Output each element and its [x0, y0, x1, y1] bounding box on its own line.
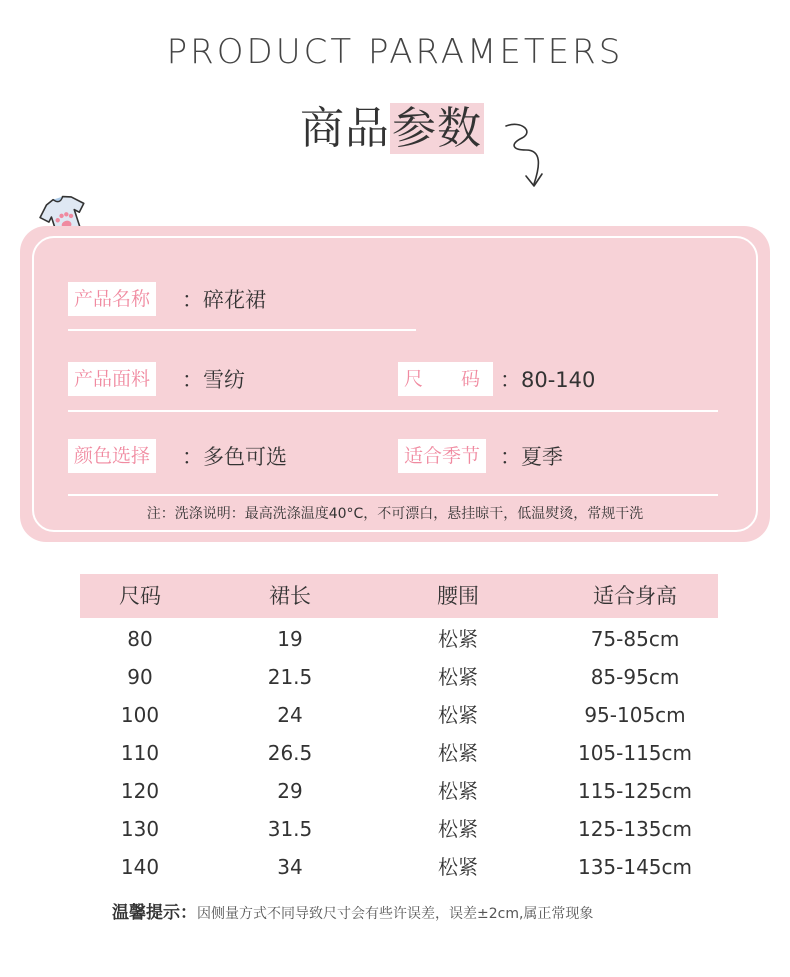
divider-1: [68, 329, 416, 331]
cell-height: 95-105cm: [584, 703, 686, 727]
divider-2: [68, 410, 718, 412]
cell-length: 21.5: [267, 665, 313, 689]
title-cn-a: 商品: [300, 103, 390, 154]
wash-note: 注：洗涤说明：最高洗涤温度40°C，不可漂白，悬挂晾干，低温熨烫，常规干洗: [146, 506, 644, 522]
fabric-label: 产品面料: [68, 362, 156, 396]
fabric-value: ：雪纺: [182, 368, 245, 392]
name-label: 产品名称: [68, 282, 156, 316]
cell-height: 85-95cm: [590, 665, 680, 689]
cell-waist: 松紧: [438, 741, 478, 765]
cell-length: 26.5: [267, 741, 313, 765]
size-label: 尺 码: [398, 362, 493, 396]
curly-arrow-icon: [500, 118, 560, 198]
tip-label: 温馨提示：: [112, 903, 197, 923]
title-en: PRODUCT PARAMETERS: [166, 32, 624, 72]
tip-body: 因侧量方式不同导致尺寸会有些许误差，误差±2cm,属正常现象: [197, 906, 594, 922]
cell-waist: 松紧: [438, 627, 478, 651]
cell-length: 29: [277, 779, 303, 803]
cell-height: 135-145cm: [577, 855, 693, 879]
season-label: 适合季节: [398, 439, 486, 473]
cell-size: 120: [120, 779, 160, 803]
header-waist: 腰围: [437, 584, 479, 608]
cell-size: 130: [120, 817, 160, 841]
cell-size: 140: [120, 855, 160, 879]
name-value: ：碎花裙: [182, 288, 266, 312]
header-height: 适合身高: [593, 584, 677, 608]
cell-length: 24: [277, 703, 303, 727]
table-row: [80, 772, 718, 810]
cell-size: 80: [127, 627, 153, 651]
cell-height: 115-125cm: [577, 779, 693, 803]
cell-size: 110: [120, 741, 160, 765]
cell-length: 34: [277, 855, 303, 879]
color-value: ：多色可选: [182, 445, 287, 469]
header-length: 裙长: [269, 584, 311, 608]
cell-length: 31.5: [267, 817, 313, 841]
cell-waist: 松紧: [438, 855, 478, 879]
cell-waist: 松紧: [438, 817, 478, 841]
cell-length: 19: [277, 627, 303, 651]
title-cn: [300, 92, 484, 156]
header-size: 尺码: [119, 584, 161, 608]
table-row: [80, 810, 718, 848]
divider-3: [68, 494, 718, 496]
size-table-header: [80, 574, 718, 618]
table-row: [80, 848, 718, 886]
color-label: 颜色选择: [68, 439, 156, 473]
size-value: ：80-140: [500, 368, 596, 392]
cell-waist: 松紧: [438, 703, 478, 727]
cell-waist: 松紧: [438, 665, 478, 689]
table-row: [80, 620, 718, 658]
table-row: [80, 658, 718, 696]
cell-size: 90: [127, 665, 153, 689]
title-cn-b: 参数: [392, 103, 482, 154]
season-value: ：夏季: [500, 445, 563, 469]
cell-height: 105-115cm: [577, 741, 693, 765]
table-row: [80, 734, 718, 772]
table-row: [80, 696, 718, 734]
cell-height: 125-135cm: [577, 817, 693, 841]
cell-height: 75-85cm: [590, 627, 680, 651]
tip-text: [112, 898, 593, 923]
cell-size: 100: [120, 703, 160, 727]
cell-waist: 松紧: [438, 779, 478, 803]
